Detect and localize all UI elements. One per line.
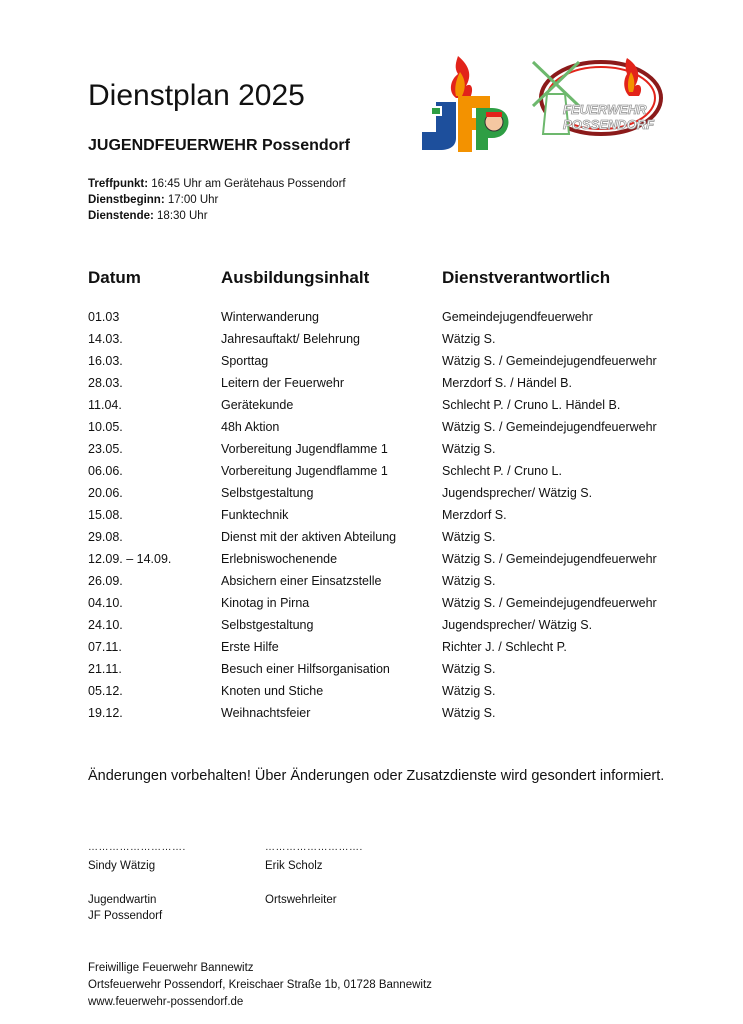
row-topic: Knoten und Stiche <box>221 684 324 698</box>
table-row <box>0 636 743 658</box>
feuerwehr-possendorf-logo <box>523 54 665 142</box>
row-responsible: Wätzig S. / Gemeindejugendfeuerwehr <box>442 354 657 368</box>
info-dienstende <box>88 208 208 224</box>
row-topic: Besuch einer Hilfsorganisation <box>221 662 390 676</box>
table-row <box>0 592 743 614</box>
row-responsible: Jugendsprecher/ Wätzig S. <box>442 486 593 500</box>
row-responsible: Merzdorf S. / Händel B. <box>442 376 572 390</box>
table-row <box>0 438 743 460</box>
row-date: 07.11. <box>88 640 122 654</box>
table-row <box>0 372 743 394</box>
row-topic: Vorbereitung Jugendflamme 1 <box>221 442 388 456</box>
footer-line-address: Ortsfeuerwehr Possendorf, Kreischaer Straße 1b, 01728 Bannewitz <box>88 979 432 991</box>
row-topic: Absichern einer Einsatzstelle <box>221 574 382 588</box>
row-date: 10.05. <box>88 420 123 434</box>
column-header-dienstverantwortlich: Dienstverantwortlich <box>442 268 611 287</box>
row-responsible: Wätzig S. <box>442 684 496 698</box>
row-responsible: Schlecht P. / Cruno L. <box>442 464 562 478</box>
signature-name-right: Erik Scholz <box>265 860 323 872</box>
row-responsible: Wätzig S. <box>442 574 496 588</box>
table-row <box>0 614 743 636</box>
row-topic: 48h Aktion <box>221 420 280 434</box>
signature-line-right: ………………………. <box>265 842 363 853</box>
info-treffpunkt <box>88 176 346 192</box>
signature-role-left-2: JF Possendorf <box>88 910 163 922</box>
signature-role-left-1: Jugendwartin <box>88 894 157 906</box>
signature-name-left: Sindy Wätzig <box>88 860 156 872</box>
row-responsible: Richter J. / Schlecht P. <box>442 640 567 654</box>
table-row <box>0 416 743 438</box>
signature-role-right: Ortswehrleiter <box>265 894 337 906</box>
table-row <box>0 702 743 724</box>
row-date: 04.10. <box>88 596 123 610</box>
row-topic: Gerätekunde <box>221 398 294 412</box>
footer-website-link[interactable]: www.feuerwehr-possendorf.de <box>88 996 244 1008</box>
table-row <box>0 658 743 680</box>
row-topic: Dienst mit der aktiven Abteilung <box>221 530 397 544</box>
row-responsible: Jugendsprecher/ Wätzig S. <box>442 618 593 632</box>
row-responsible: Wätzig S. / Gemeindejugendfeuerwehr <box>442 420 657 434</box>
table-row <box>0 328 743 350</box>
logo-text-feuerwehr: FEUERWEHR <box>563 102 647 117</box>
row-date: 28.03. <box>88 376 123 390</box>
row-topic: Selbstgestaltung <box>221 486 314 500</box>
row-date: 11.04. <box>88 398 122 412</box>
table-row <box>0 482 743 504</box>
row-date: 16.03. <box>88 354 123 368</box>
row-date: 23.05. <box>88 442 123 456</box>
logo-text-possendorf: POSSENDORF <box>563 117 655 132</box>
row-topic: Selbstgestaltung <box>221 618 314 632</box>
row-date: 29.08. <box>88 530 123 544</box>
info-treffpunkt-value: 16:45 Uhr am Gerätehaus Possendorf <box>148 178 346 190</box>
jugendfeuerwehr-logo <box>416 52 512 152</box>
row-responsible: Gemeindejugendfeuerwehr <box>442 310 593 324</box>
row-topic: Sporttag <box>221 354 269 368</box>
column-header-datum: Datum <box>88 268 141 287</box>
row-date: 12.09. – 14.09. <box>88 552 172 566</box>
row-responsible: Wätzig S. <box>442 706 496 720</box>
table-row <box>0 350 743 372</box>
row-topic: Erste Hilfe <box>221 640 279 654</box>
row-date: 24.10. <box>88 618 123 632</box>
signature-line-left: ………………………. <box>88 842 186 853</box>
changes-note: Änderungen vorbehalten! Über Änderungen oder Zusatzdienste wird gesondert informiert. <box>88 768 665 784</box>
row-date: 19.12. <box>88 706 123 720</box>
info-dienstbeginn-label: Dienstbeginn: <box>88 194 165 206</box>
table-row <box>0 548 743 570</box>
row-topic: Kinotag in Pirna <box>221 596 310 610</box>
table-row <box>0 306 743 328</box>
table-row <box>0 570 743 592</box>
row-topic: Erlebniswochenende <box>221 552 338 566</box>
column-header-ausbildungsinhalt: Ausbildungsinhalt <box>221 268 370 287</box>
table-row <box>0 460 743 482</box>
row-responsible: Wätzig S. <box>442 530 496 544</box>
schedule-table <box>0 306 743 724</box>
row-topic: Jahresauftakt/ Belehrung <box>221 332 360 346</box>
info-dienstende-value: 18:30 Uhr <box>153 210 208 222</box>
row-date: 20.06. <box>88 486 123 500</box>
table-row <box>0 504 743 526</box>
row-date: 14.03. <box>88 332 123 346</box>
row-responsible: Wätzig S. / Gemeindejugendfeuerwehr <box>442 596 657 610</box>
table-row <box>0 394 743 416</box>
row-responsible: Wätzig S. <box>442 442 496 456</box>
table-row <box>0 680 743 702</box>
row-topic: Weihnachtsfeier <box>221 706 311 720</box>
row-responsible: Wätzig S. <box>442 662 496 676</box>
row-responsible: Merzdorf S. <box>442 508 507 522</box>
info-dienstbeginn-value: 17:00 Uhr <box>164 194 219 206</box>
footer <box>88 960 432 1011</box>
page-title: Dienstplan 2025 <box>88 79 305 112</box>
row-date: 15.08. <box>88 508 123 522</box>
row-topic: Leitern der Feuerwehr <box>221 376 344 390</box>
info-dienstende-label: Dienstende: <box>88 210 154 222</box>
row-date: 01.03 <box>88 310 120 324</box>
page-subtitle: JUGENDFEUERWEHR Possendorf <box>88 137 350 154</box>
row-date: 21.11. <box>88 662 122 676</box>
row-date: 06.06. <box>88 464 123 478</box>
row-topic: Vorbereitung Jugendflamme 1 <box>221 464 388 478</box>
row-date: 05.12. <box>88 684 123 698</box>
row-topic: Funktechnik <box>221 508 289 522</box>
row-responsible: Schlecht P. / Cruno L. Händel B. <box>442 398 621 412</box>
row-responsible: Wätzig S. <box>442 332 496 346</box>
row-topic: Winterwanderung <box>221 310 319 324</box>
row-date: 26.09. <box>88 574 123 588</box>
info-dienstbeginn <box>88 192 218 208</box>
info-treffpunkt-label: Treffpunkt: <box>88 178 149 190</box>
footer-line-organization: Freiwillige Feuerwehr Bannewitz <box>88 962 254 974</box>
row-responsible: Wätzig S. / Gemeindejugendfeuerwehr <box>442 552 657 566</box>
table-row <box>0 526 743 548</box>
